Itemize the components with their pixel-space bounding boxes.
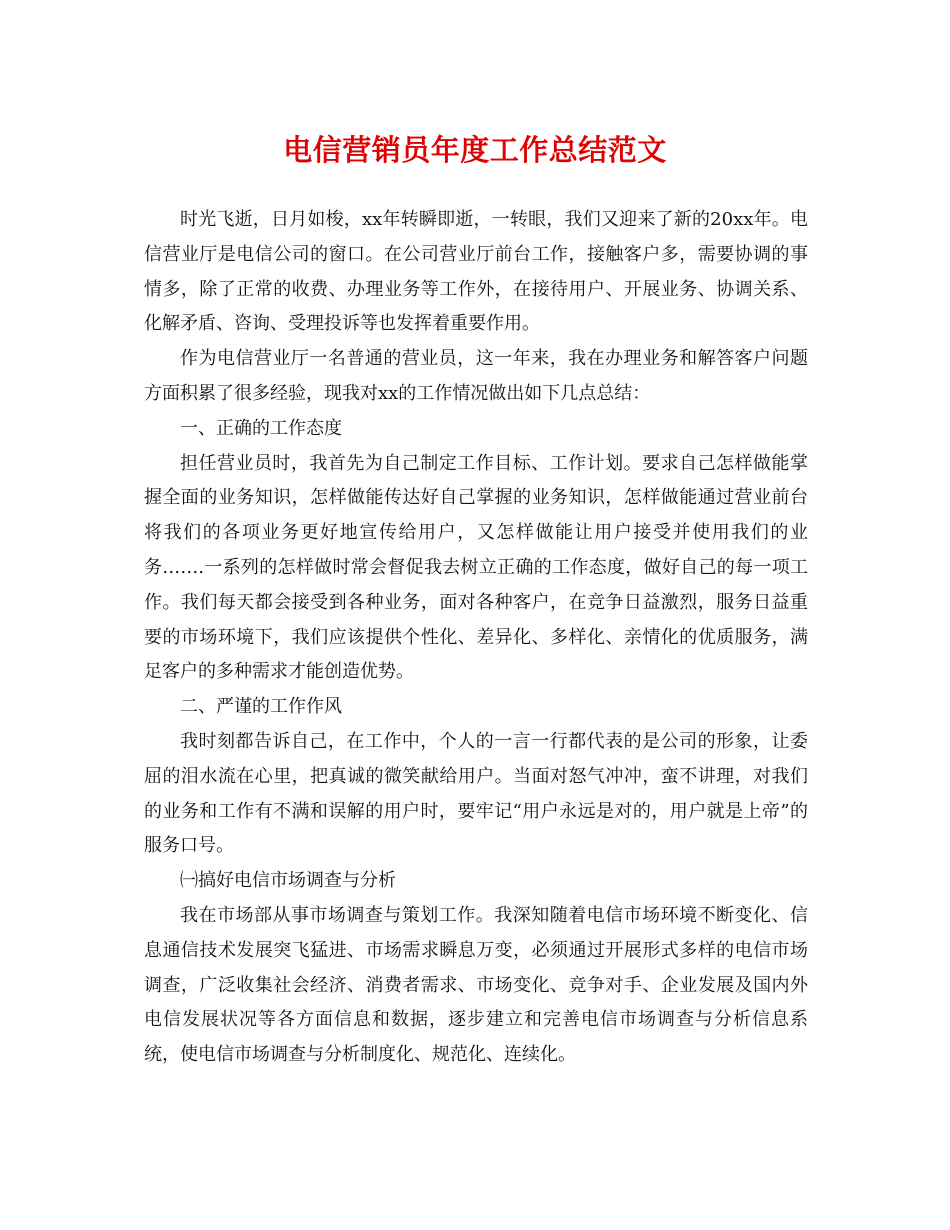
paragraph-market-research: 我在市场部从事市场调查与策划工作。我深知随着电信市场环境不断变化、信息通信技术发展突飞猛进、市场需求瞬息万变，必须通过开展形式多样的电信市场调查，广泛收集社会经济、消费者需求、市场变化、竞争对手、企业发展及国内外电信发展状况等各方面信息和数据，逐步建立和完善电信市场调查与分析信息系统，使电信市场调查与分析制度化、规范化、连续化。 bbox=[144, 904, 808, 1066]
subsection-heading-market-research: ㈠搞好电信市场调查与分析 bbox=[180, 870, 396, 892]
paragraph-style: 我时刻都告诉自己，在工作中，个人的一言一行都代表的是公司的形象，让委屈的泪水流在心里，把真诚的微笑献给用户。当面对怒气冲冲，蛮不讲理，对我们的业务和工作有不满和误解的用户时，要牢记“用户永远是对的，用户就是上帝”的服务口号。 bbox=[144, 730, 808, 857]
paragraph-overview: 作为电信营业厅一名普通的营业员，这一年来，我在办理业务和解答客户问题方面积累了很多经验，现我对xx的工作情况做出如下几点总结： bbox=[144, 348, 808, 404]
document-title: 电信营销员年度工作总结范文 bbox=[283, 133, 667, 167]
paragraph-attitude: 担任营业员时，我首先为自己制定工作目标、工作计划。要求自己怎样做能掌握全面的业务知识，怎样做能传达好自己掌握的业务知识，怎样做能通过营业前台将我们的各项业务更好地宣传给用户，又怎样做能让用户接受并使用我们的业务…….一系列的怎样做时常会督促我去树立正确的工作态度，做好自己的每一项工作。我们每天都会接受到各种业务，面对各种客户，在竞争日益激烈，服务日益重要的市场环境下，我们应该提供个性化、差异化、多样化、亲情化的优质服务，满足客户的多种需求才能创造优势。 bbox=[144, 452, 808, 683]
document-body bbox=[144, 203, 808, 1073]
section-heading-attitude: 一、正确的工作态度 bbox=[180, 417, 342, 439]
section-heading-style: 二、严谨的工作作风 bbox=[180, 696, 342, 718]
paragraph-intro: 时光飞逝，日月如梭，xx年转瞬即逝，一转眼，我们又迎来了新的20xx年。电信营业厅是电信公司的窗口。在公司营业厅前台工作，接触客户多，需要协调的事情多，除了正常的收费、办理业务等工作外，在接待用户、开展业务、协调关系、化解矛盾、咨询、受理投诉等也发挥着重要作用。 bbox=[144, 209, 808, 335]
